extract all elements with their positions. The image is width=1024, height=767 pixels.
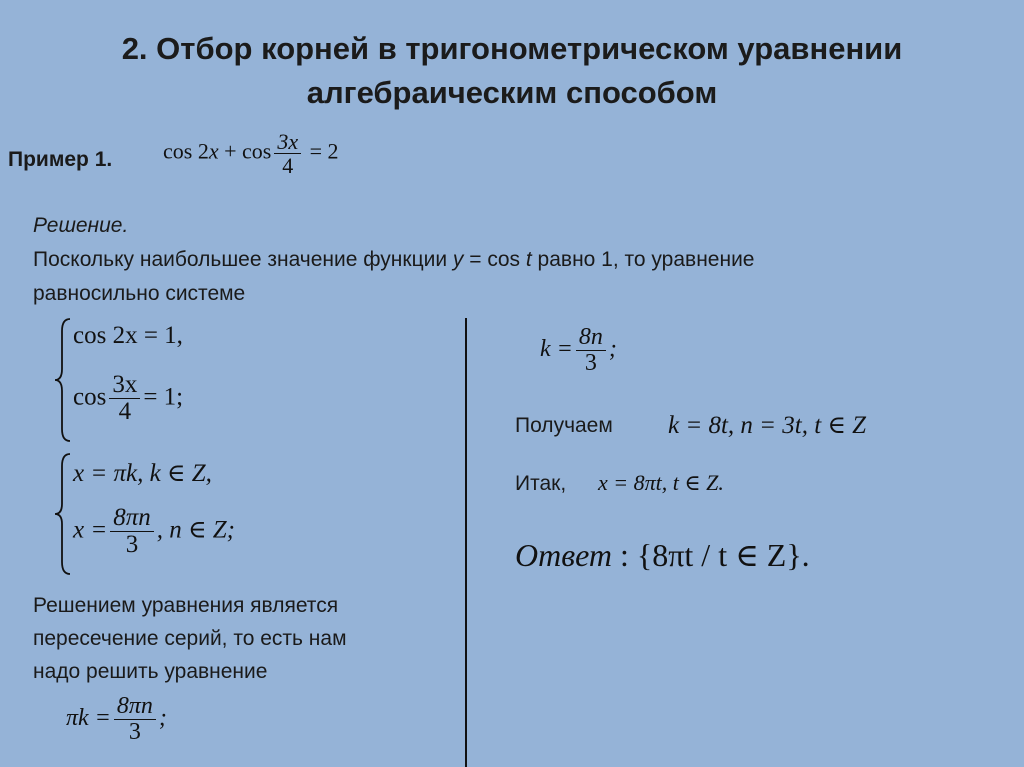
intersection-line-2: пересечение серий, то есть нам <box>33 627 347 650</box>
get-formula: k = 8t, n = 3t, t ∈ Z <box>668 412 867 439</box>
example-label: Пример 1. <box>8 148 113 171</box>
solution-line-1: Поскольку наибольшее значение функции y = cos t равно 1, то уравнение <box>33 248 755 271</box>
intersection-line-3: надо решить уравнение <box>33 660 268 683</box>
thus-label: Итак, <box>515 472 567 495</box>
system1-brace <box>50 317 74 443</box>
system1-row-2: cos $\frac{3x}{4}$ = 1; <box>73 371 184 426</box>
example-equation: cos 2x + cos $\frac{3x}{4}$ = 2 <box>163 129 339 179</box>
system2-row-1: x = πk, k ∈ Z, <box>73 460 212 487</box>
slide-title-line-2: алгебраическим способом <box>306 75 718 110</box>
get-label: Получаем <box>515 414 613 437</box>
answer: Ответ : {8πt / t ∈ Z}. <box>515 537 810 573</box>
system2-brace <box>50 452 74 576</box>
equation-pik: πk = $\frac{8\pi n}{3}$ ; <box>66 693 167 746</box>
intersection-line-1: Решением уравнения является <box>33 594 339 617</box>
system1-row-1: cos 2x = 1, <box>73 322 183 349</box>
k-equation: k = $\frac{8n}{3}$ ; <box>540 324 617 377</box>
solution-line-2: равносильно системе <box>33 282 246 305</box>
thus-formula: x = 8πt, t ∈ Z. <box>598 470 724 495</box>
column-divider <box>465 318 467 767</box>
solution-heading: Решение. <box>33 214 129 237</box>
slide-title-line-1: 2. Отбор корней в тригонометрическом уравнении <box>121 31 903 66</box>
system2-row-2: x = $\frac{8\pi n}{3}$ , n ∈ Z; <box>73 504 235 559</box>
